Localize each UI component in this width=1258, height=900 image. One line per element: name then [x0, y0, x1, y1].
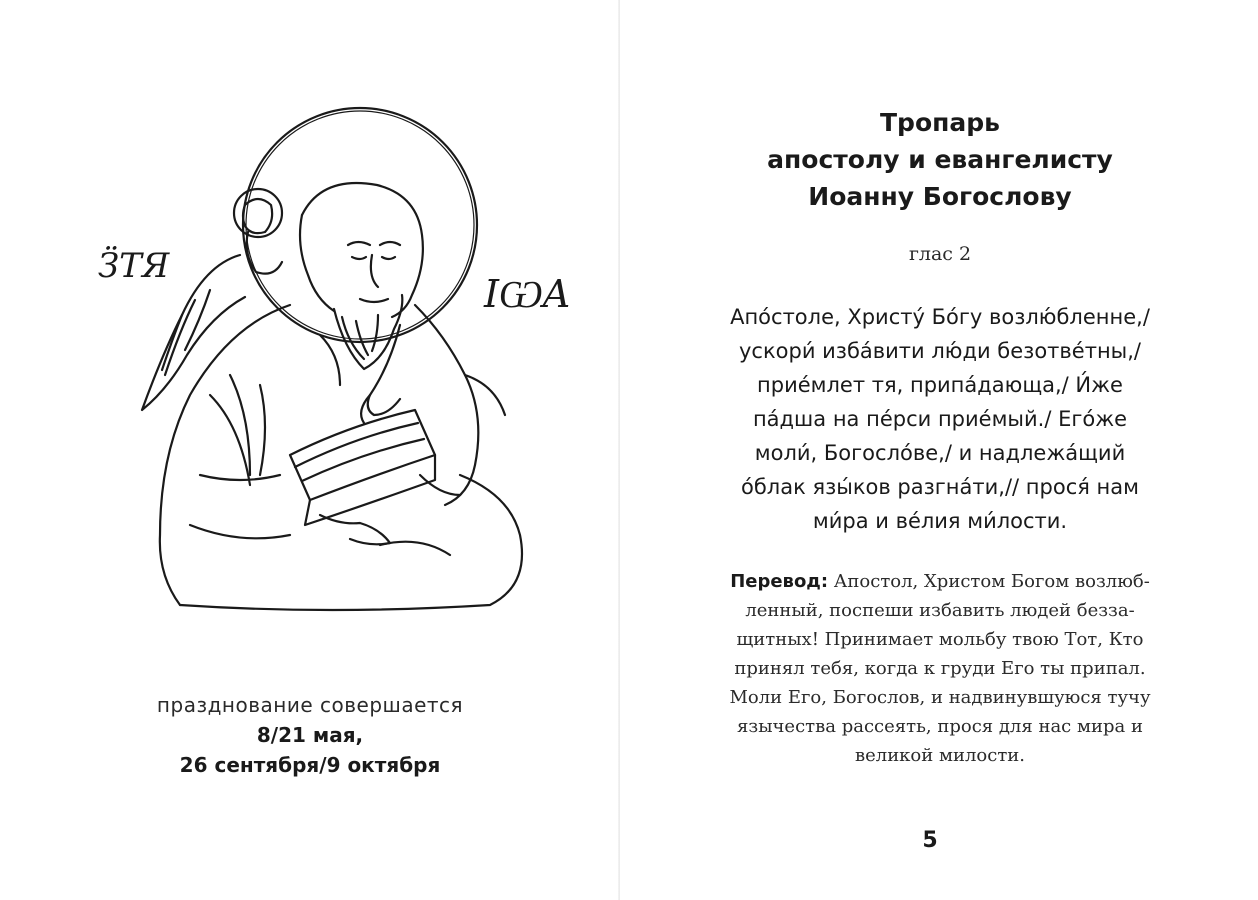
icon-inscription-left: ӞТЯ [98, 246, 170, 286]
translation-line: ленный, поспеши избавить людей безза- [745, 600, 1135, 621]
title-line: Иоанну Богослову [808, 182, 1072, 211]
translation-line: щитных! Принимает мольбу твою Тот, Кто [736, 629, 1144, 650]
feast-caption-text: празднование совершается [156, 693, 464, 717]
tone-label: глас 2 [908, 243, 972, 265]
translation-line: великой милости. [854, 745, 1026, 766]
feast-date-may: 8/21 мая, [256, 723, 364, 747]
translation-first-line: Апостол, Христом Богом возлюб- [828, 571, 1150, 592]
feast-date-september: 26 сентября/9 октября [179, 753, 441, 777]
page-number: 5 [922, 828, 938, 853]
saint-john-icon-illustration [80, 95, 580, 615]
troparion-line: о́блак язы́ков разгна́ти,// прося́ нам [741, 475, 1139, 499]
page-title [740, 104, 1140, 215]
title-line: Тропарь [880, 108, 1000, 137]
translation-line: Моли Его, Богослов, и надвинувшуюся тучу [729, 687, 1151, 708]
troparion-line: ми́ра и ве́лия ми́лости. [812, 509, 1068, 533]
translation-line [690, 567, 1190, 596]
troparion-text [680, 300, 1200, 538]
angel-halo-icon [234, 189, 282, 237]
translation-label: Перевод: [730, 571, 829, 592]
troparion-line: Апо́столе, Христу́ Бо́гу возлю́бленне,/ [730, 305, 1150, 329]
icon-inscription-right: ІѠА [484, 272, 571, 316]
right-page [620, 0, 1258, 900]
troparion-line: моли́, Богосло́ве,/ и надлежа́щий [754, 441, 1126, 465]
translation-line: принял тебя, когда к груди Его ты припал. [734, 658, 1146, 679]
troparion-line: па́дша на пе́рси прие́мый./ Его́же [752, 407, 1128, 431]
feast-dates-caption [110, 690, 510, 780]
title-line: апостолу и евангелисту [767, 145, 1113, 174]
left-page [0, 0, 620, 900]
troparion-line: ускори́ изба́вити лю́ди безотве́тны,/ [738, 339, 1142, 363]
translation-line: язычества рассеять, прося для нас мира и [737, 716, 1143, 737]
beard-icon [334, 295, 402, 369]
translation-block [690, 567, 1190, 770]
troparion-line: прие́млет тя, припа́дающа,/ И́же [757, 373, 1123, 397]
